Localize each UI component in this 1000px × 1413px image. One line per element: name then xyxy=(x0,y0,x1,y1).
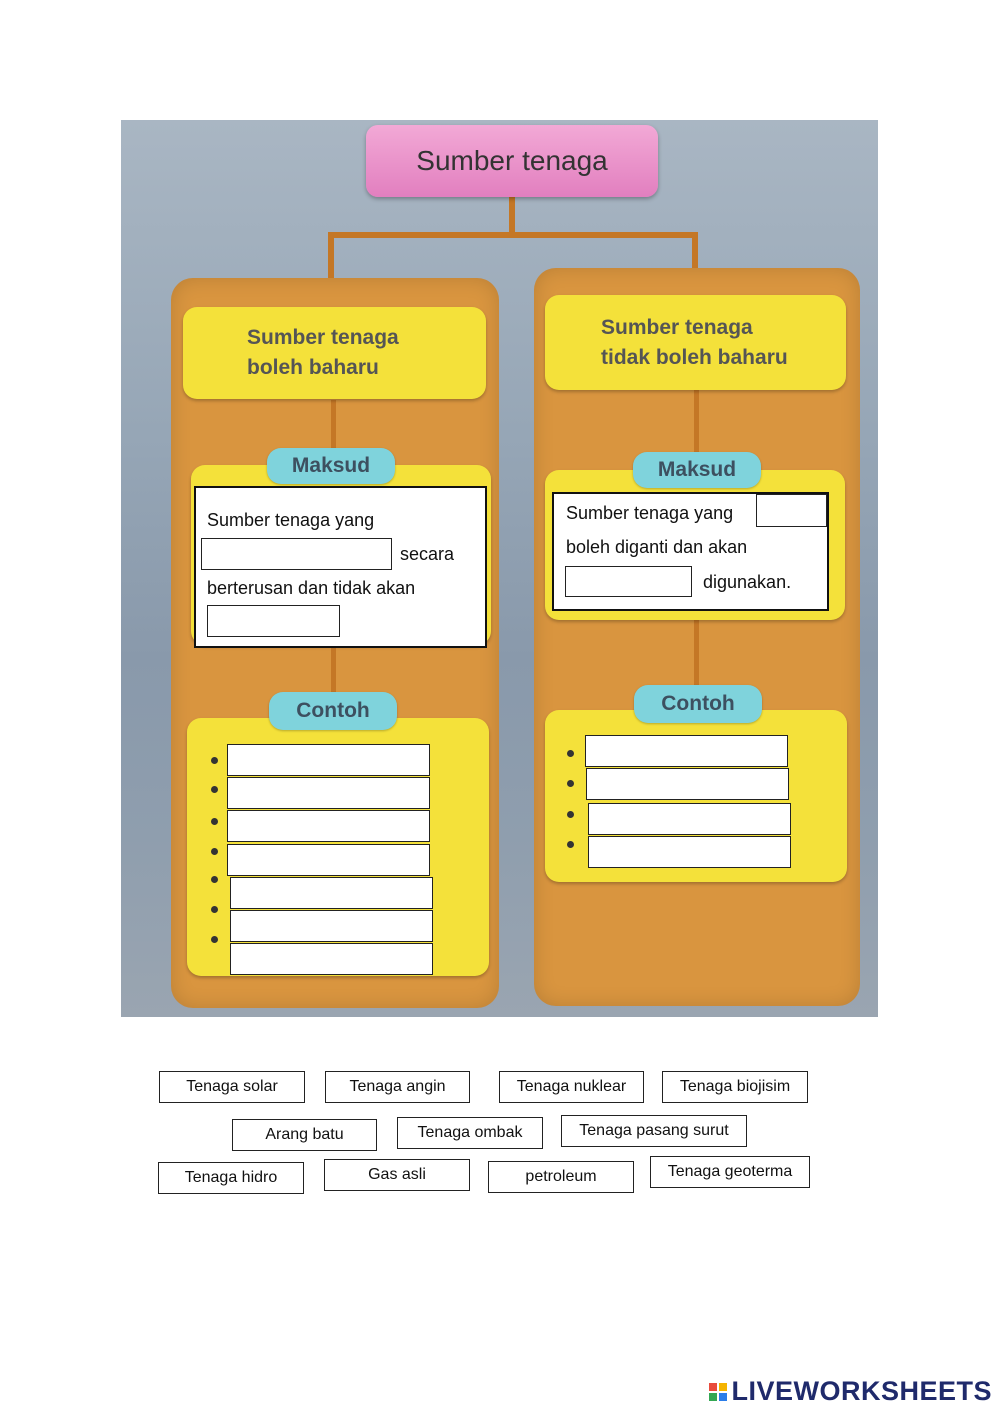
heading-renewable: Sumber tenaga boleh baharu xyxy=(183,307,486,399)
contoh-blank-renewable-7[interactable] xyxy=(230,943,433,975)
bullet xyxy=(211,876,218,883)
bullet xyxy=(211,906,218,913)
bullet xyxy=(211,818,218,825)
contoh-blank-renewable-3[interactable] xyxy=(227,810,430,842)
bullet xyxy=(567,780,574,787)
definition-renewable-line3: berterusan dan tidak akan xyxy=(207,578,416,598)
heading-nonrenewable: Sumber tenaga tidak boleh baharu xyxy=(545,295,846,390)
contoh-blank-renewable-5[interactable] xyxy=(230,877,433,909)
word-chip[interactable]: Arang batu xyxy=(232,1119,377,1151)
word-chip[interactable]: Tenaga nuklear xyxy=(499,1071,644,1103)
bullet xyxy=(567,811,574,818)
blank-renewable-1[interactable] xyxy=(201,538,392,570)
diagram-title: Sumber tenaga xyxy=(366,125,658,197)
definition-nonrenewable-line3: digunakan. xyxy=(703,572,792,592)
contoh-blank-nonrenewable-1[interactable] xyxy=(585,735,788,767)
bullet xyxy=(211,848,218,855)
word-chip[interactable]: petroleum xyxy=(488,1161,634,1193)
definition-renewable-line2: secara xyxy=(400,544,455,564)
contoh-blank-renewable-2[interactable] xyxy=(227,777,430,809)
definition-nonrenewable-line2: boleh diganti dan akan xyxy=(566,537,748,557)
contoh-blank-renewable-6[interactable] xyxy=(230,910,433,942)
contoh-blank-nonrenewable-4[interactable] xyxy=(588,836,791,868)
definition-nonrenewable-line1: Sumber tenaga yang xyxy=(566,503,734,523)
word-chip[interactable]: Tenaga geoterma xyxy=(650,1156,810,1188)
bullet xyxy=(211,786,218,793)
word-chip[interactable]: Tenaga biojisim xyxy=(662,1071,808,1103)
word-chip[interactable]: Tenaga pasang surut xyxy=(561,1115,747,1147)
contoh-blank-nonrenewable-2[interactable] xyxy=(586,768,789,800)
connector-horizontal xyxy=(328,232,698,238)
contoh-blank-renewable-4[interactable] xyxy=(227,844,430,876)
brand-logo-icon xyxy=(709,1383,727,1401)
contoh-blank-renewable-1[interactable] xyxy=(227,744,430,776)
blank-nonrenewable-2[interactable] xyxy=(565,566,692,597)
connector-title xyxy=(509,197,515,237)
bullet xyxy=(567,750,574,757)
brand-logo: LIVEWORKSHEETS xyxy=(709,1376,992,1407)
contoh-label-renewable: Contoh xyxy=(269,692,397,730)
maksud-label-nonrenewable: Maksud xyxy=(633,452,761,488)
bullet xyxy=(567,841,574,848)
word-chip[interactable]: Tenaga hidro xyxy=(158,1162,304,1194)
definition-renewable-line1: Sumber tenaga yang xyxy=(207,510,375,530)
contoh-label-nonrenewable: Contoh xyxy=(634,685,762,723)
word-chip[interactable]: Tenaga solar xyxy=(159,1071,305,1103)
maksud-label-renewable: Maksud xyxy=(267,448,395,484)
bullet xyxy=(211,757,218,764)
word-chip[interactable]: Tenaga angin xyxy=(325,1071,470,1103)
contoh-blank-nonrenewable-3[interactable] xyxy=(588,803,791,835)
blank-nonrenewable-1[interactable] xyxy=(756,494,827,527)
word-chip[interactable]: Tenaga ombak xyxy=(397,1117,543,1149)
blank-renewable-2[interactable] xyxy=(207,605,340,637)
bullet xyxy=(211,936,218,943)
word-chip[interactable]: Gas asli xyxy=(324,1159,470,1191)
